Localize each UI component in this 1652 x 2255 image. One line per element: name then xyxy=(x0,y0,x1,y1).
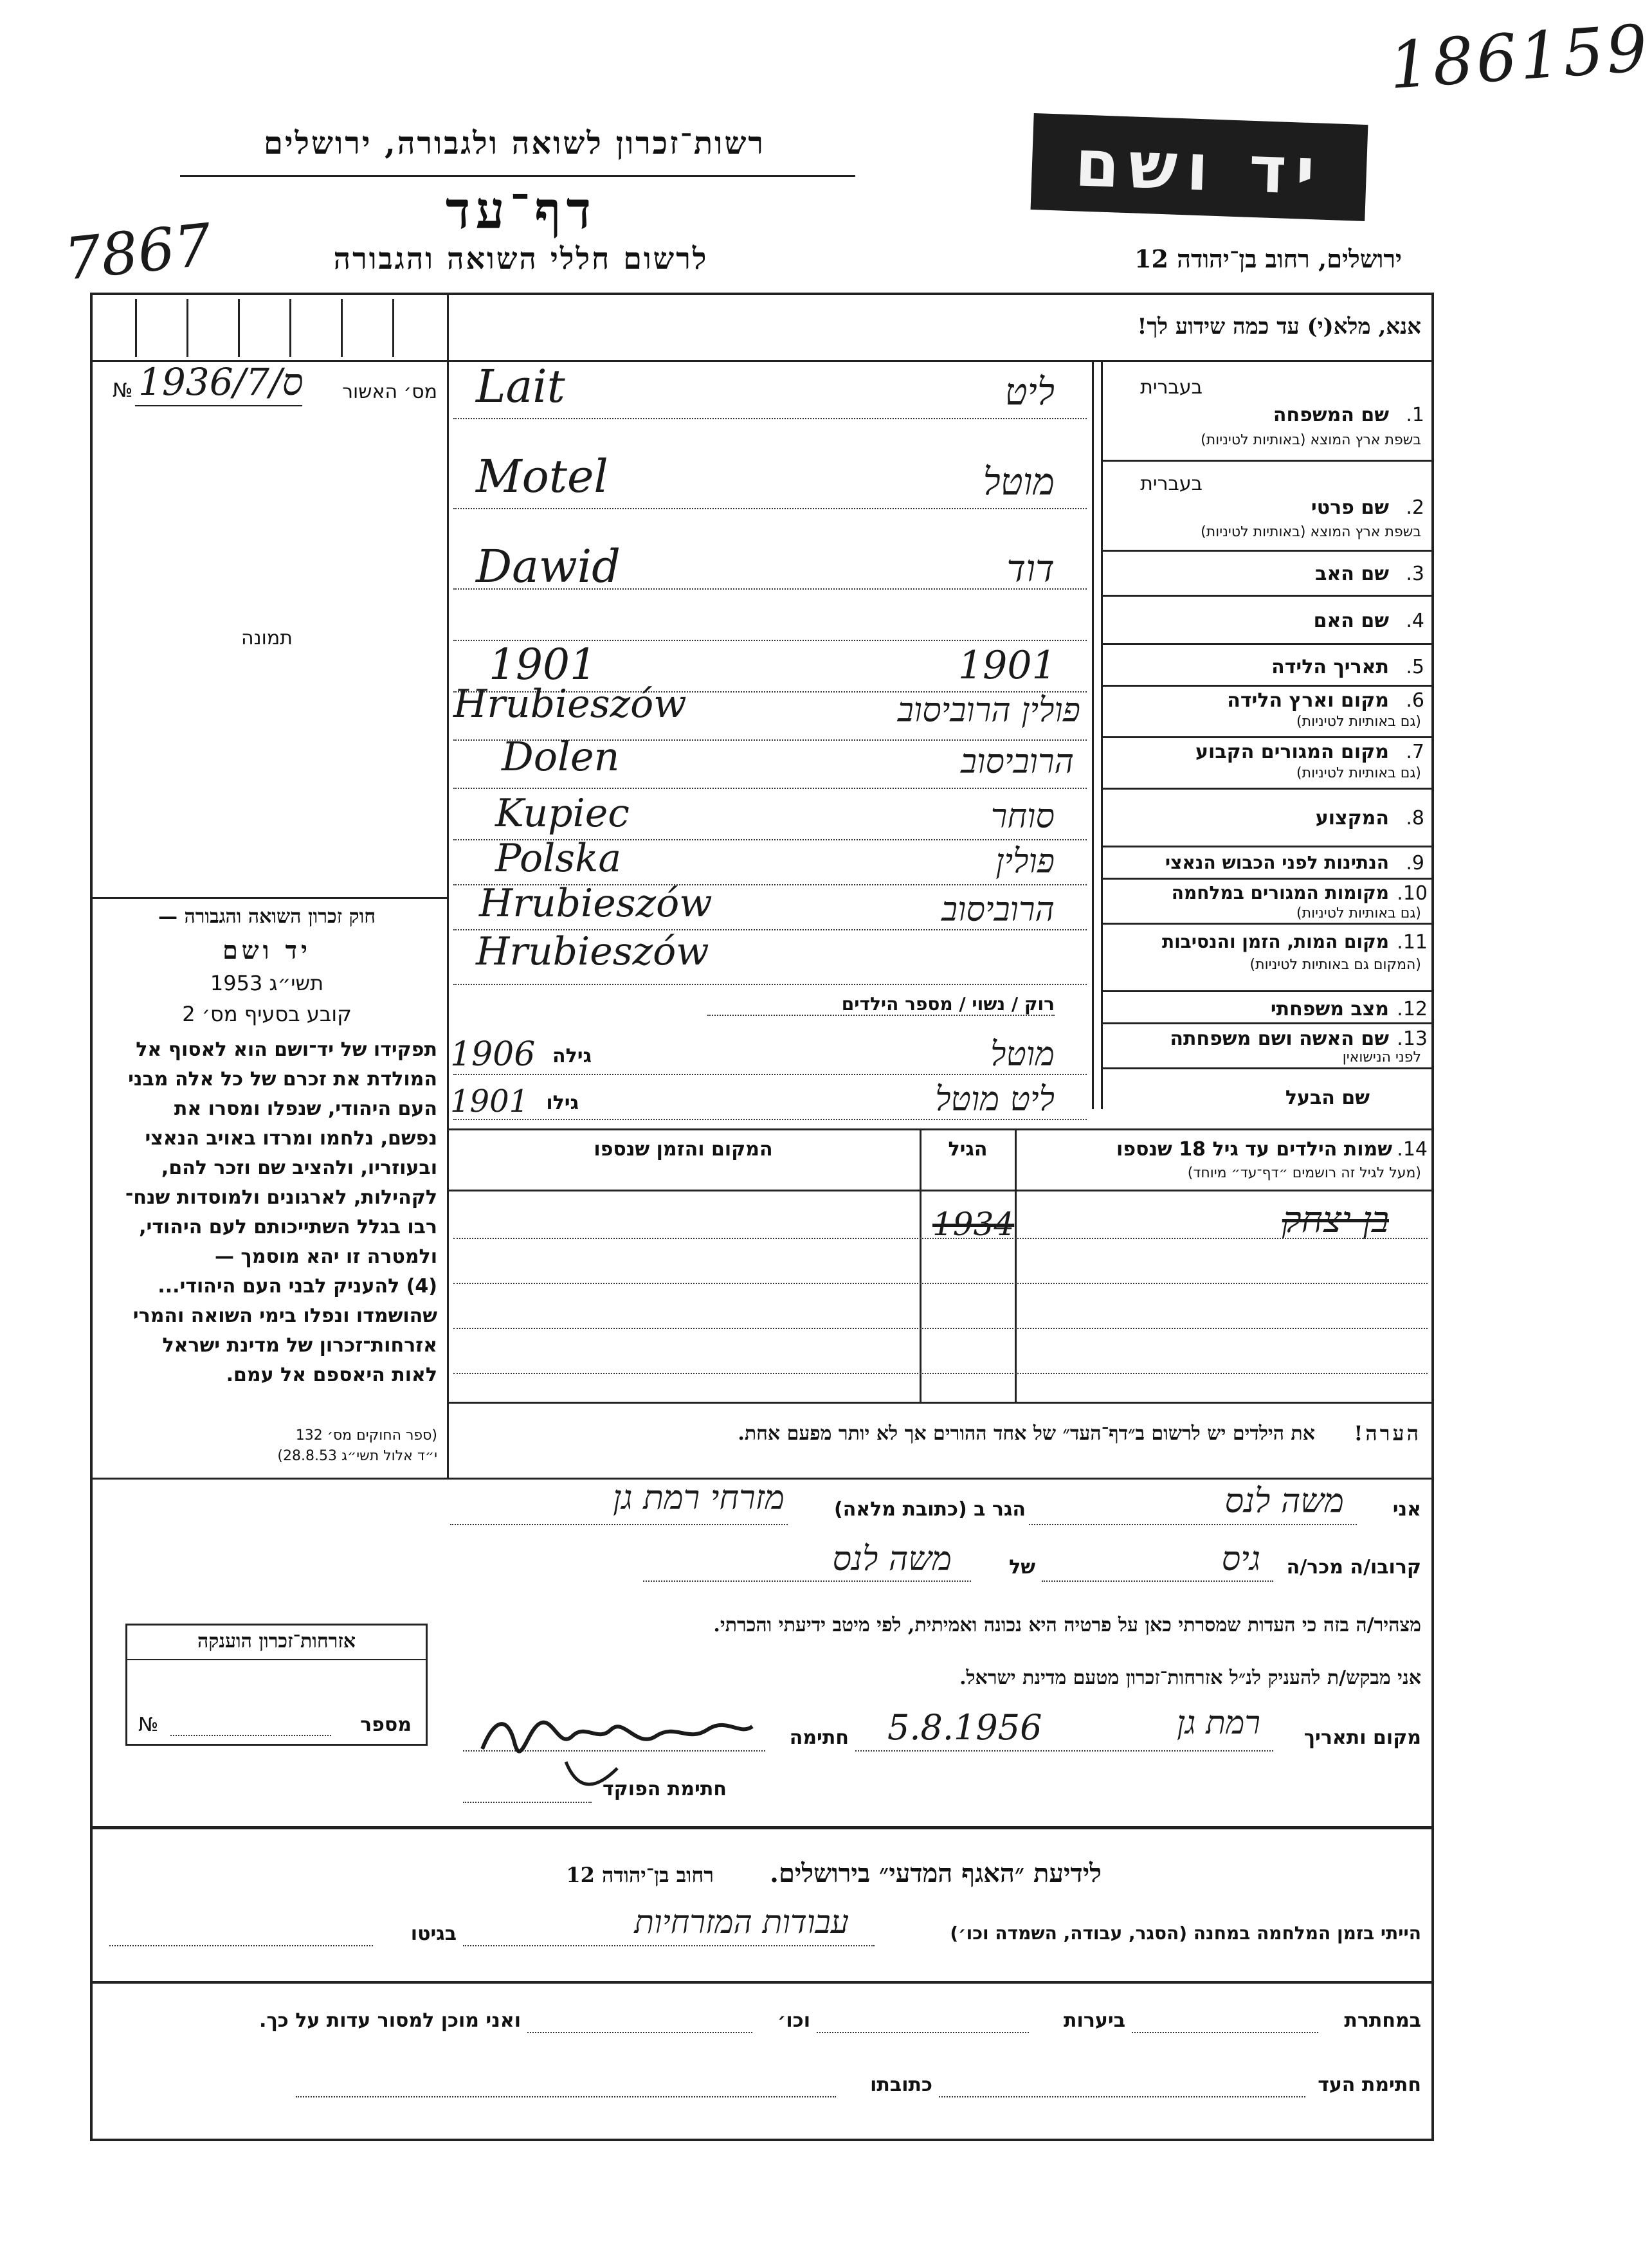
row-13-label: שם האשה ושם משפחתה xyxy=(1170,1028,1389,1050)
law-footnote-1: (ספר החוקים מס׳ 132 xyxy=(295,1427,437,1444)
row-5-hebrew: 1901 xyxy=(958,643,1057,688)
husband-line xyxy=(453,1119,1087,1120)
children-name-col xyxy=(1015,1128,1017,1402)
child-1-name: בן יצחק xyxy=(1282,1199,1389,1241)
law-line: ולמטרה זו יהא מוסמך — xyxy=(214,1245,437,1268)
approval-no-sign: № xyxy=(113,379,133,402)
approval-label: מס׳ האשור xyxy=(342,381,437,403)
row-7-label: מקום המגורים הקבוע xyxy=(1195,741,1389,763)
row-5-label: תאריך הלידה xyxy=(1271,656,1389,678)
bottom-section-rule xyxy=(90,1826,1434,1829)
row-rule-12 xyxy=(1101,1022,1434,1024)
decl-relation: גיס xyxy=(1221,1540,1260,1579)
law-line: אזרחות־זכרון של מדינת ישראל xyxy=(162,1334,437,1357)
children-header: שמות הילדים עד גיל 18 שנספו xyxy=(1116,1138,1392,1161)
row-rule-11 xyxy=(1101,990,1434,992)
row-2-num: 2. xyxy=(1406,496,1424,519)
husband-label: שם הבעל xyxy=(1285,1087,1370,1109)
row-8-num: 8. xyxy=(1406,807,1424,829)
child-1-age: 1934 xyxy=(932,1206,1015,1243)
row-7-num: 7. xyxy=(1406,741,1424,763)
row-10-latin: Hrubieszów xyxy=(479,881,713,926)
row-10-hebrew: הרוביסוב xyxy=(941,891,1055,929)
decl-resides-label: הגר ב (כתובת מלאה) xyxy=(833,1498,1026,1521)
law-footnote-2: י״ד אלול תשי״ג 28.8.53) xyxy=(277,1448,437,1464)
children-place-col-label: המקום והזמן שנספו xyxy=(594,1138,773,1161)
decl-name: משה לנס xyxy=(1224,1482,1344,1521)
value-line-2 xyxy=(453,508,1087,509)
family-status-line xyxy=(707,1015,1055,1016)
forests-text: ביערות xyxy=(1064,2009,1125,2032)
law-line: ובעוזריו, ולהציב שם וזכר להם, xyxy=(161,1157,437,1179)
law-title: חוק זכרון השואה והגבורה — xyxy=(158,905,376,928)
row-1-label: שם המשפחה xyxy=(1273,404,1389,426)
row-12-label: מצב משפחתי xyxy=(1270,998,1389,1020)
family-status-options: רוק / נשוי / מספר הילדים xyxy=(841,993,1055,1015)
row-rule-6 xyxy=(1101,736,1434,738)
row-5-latin: 1901 xyxy=(489,640,597,689)
decl-name-line xyxy=(1029,1524,1357,1525)
underground-text: במחתרת xyxy=(1344,2009,1421,2032)
address-text: כתובתו xyxy=(870,2074,932,2096)
law-box-top xyxy=(90,897,447,899)
camp-value: עבודות המזרחיות xyxy=(634,1903,849,1941)
husband-age: 1901 xyxy=(450,1083,529,1119)
row-8-label: המקצוע xyxy=(1315,807,1389,829)
yad-vashem-logo xyxy=(1031,113,1368,221)
row-10-sub: (גם באותיות לטיניות) xyxy=(1296,905,1421,921)
row-rule-4 xyxy=(1101,643,1434,645)
bottom-title: לידיעת ״האגף המדעי״ בירושלים. xyxy=(770,1858,1102,1888)
ghetto-label: בגיטו xyxy=(410,1923,457,1945)
row-7-hebrew: הרוביסוב xyxy=(961,743,1074,781)
row-12-num: 12. xyxy=(1397,998,1428,1020)
row-10-num: 10. xyxy=(1397,882,1428,905)
wife-line xyxy=(453,1074,1087,1075)
value-line-1 xyxy=(453,418,1087,419)
row-2-in-hebrew: בעברית xyxy=(1140,473,1203,495)
row-11-sub: (המקום גם באותיות לטיניות) xyxy=(1249,957,1421,973)
decl-of-name: משה לנס xyxy=(832,1540,952,1579)
law-line: העם היהודי, שנפלו ומסרו את xyxy=(174,1098,437,1120)
decl-address-line xyxy=(450,1524,788,1525)
decl-official-label: חתימת הפוקד xyxy=(603,1778,727,1800)
wife-name: מוטל xyxy=(990,1035,1055,1074)
row-13-num: 13. xyxy=(1397,1028,1428,1050)
row-rule-13 xyxy=(1101,1067,1434,1069)
row-5-num: 5. xyxy=(1406,656,1424,678)
logo-text: יד ושם xyxy=(1073,125,1325,210)
left-column-divider xyxy=(447,293,449,1479)
approval-cells xyxy=(96,299,444,357)
row-7-sub: (גם באותיות לטיניות) xyxy=(1296,765,1421,781)
approval-number: 1936/7/ס xyxy=(138,360,304,404)
row-6-latin: Hrubieszów xyxy=(453,682,687,727)
children-top-rule xyxy=(447,1128,1434,1130)
law-section: קובע בסעיף מס׳ 2 xyxy=(182,1002,352,1026)
husband-name: ליט מוטל xyxy=(935,1080,1055,1119)
decl-place-date-label: מקום ותאריך xyxy=(1303,1726,1421,1749)
law-line: רבו בגלל השתייכותם לעם היהודי, xyxy=(139,1216,437,1238)
row-1-in-hebrew: בעברית xyxy=(1140,376,1203,399)
decl-relation-line xyxy=(1042,1580,1273,1582)
law-line: נפשם, נלחמו ומרדו באויב הנאצי xyxy=(145,1127,437,1150)
children-num: 14. xyxy=(1397,1138,1428,1161)
row-rule-8 xyxy=(1101,846,1434,847)
law-text xyxy=(96,1035,437,1390)
row-9-num: 9. xyxy=(1406,852,1424,874)
children-age-col xyxy=(920,1128,921,1402)
camp-line xyxy=(463,1945,875,1946)
law-line: המולדת את זכרם של כל אלה מבני xyxy=(128,1068,437,1091)
row-9-hebrew: פולין xyxy=(995,842,1055,881)
label-column-divider xyxy=(1101,360,1103,1109)
law-year: תשי״ג 1953 xyxy=(210,971,324,995)
form-subtitle: לרשום חללי השואה והגבורה xyxy=(333,241,709,276)
value-column-divider xyxy=(1092,360,1094,1109)
decl-official-line xyxy=(463,1802,592,1803)
decl-address: מזרחי רמת גן xyxy=(613,1479,785,1517)
stamp-number: 7867 xyxy=(61,211,215,294)
row-8-latin: Kupiec xyxy=(495,791,630,836)
row-10-label: מקומות המגורים במלחמה xyxy=(1171,882,1389,903)
law-line: (4) להעניק לבני העם היהודי... xyxy=(158,1275,437,1298)
citizenship-number-line xyxy=(170,1735,331,1736)
note-label: הערה! xyxy=(1354,1421,1421,1445)
photo-label: תמונה xyxy=(241,627,293,649)
row-6-num: 6. xyxy=(1406,689,1424,712)
decl-date: 5.8.1956 xyxy=(887,1707,1042,1748)
row-2-sub: בשפת ארץ המוצא (באותיות לטיניות) xyxy=(1201,524,1421,540)
row-2-latin: Motel xyxy=(476,450,608,503)
bottom-address: רחוב בן־יהודה 12 xyxy=(566,1863,714,1887)
form-frame-extension xyxy=(90,1980,1434,2141)
etc-text: וכו׳ xyxy=(777,2009,810,2032)
row-rule-3 xyxy=(1101,595,1434,597)
row-rule-9 xyxy=(1101,878,1434,880)
row-3-label: שם האב xyxy=(1315,563,1389,585)
citizenship-number-label: מספר xyxy=(360,1714,412,1736)
decl-statement: מצהיר/ה בזה כי העדות שמסרתי כאן על פרטיה היא נכונה ואמיתית, לפי מיטב ידיעתי והכרתי. xyxy=(713,1614,1421,1636)
row-rule-10 xyxy=(1101,923,1434,925)
row-6-sub: (גם באותיות לטיניות) xyxy=(1296,714,1421,730)
row-6-hebrew: פולין הרוביסוב xyxy=(897,691,1080,730)
row-3-latin: Dawid xyxy=(476,540,621,593)
decl-of-label: של xyxy=(1009,1556,1035,1579)
form-title: דף־עד xyxy=(445,180,597,240)
row-2-label: שם פרטי xyxy=(1311,496,1389,519)
row-9-label: הנתינות לפני הכבוש הנאצי xyxy=(1165,852,1389,873)
row-6-label: מקום וארץ הלידה xyxy=(1227,689,1389,712)
row-13-sub: לפני הנישואין xyxy=(1342,1049,1421,1065)
law-line: שהושמדו ונפלו בימי השואה והמרי xyxy=(132,1305,437,1327)
row-3-hebrew: דוד xyxy=(1006,547,1055,590)
row-1-sub: בשפת ארץ המוצא (באותיות לטיניות) xyxy=(1201,432,1421,448)
law-logo: יד ושם xyxy=(222,936,311,964)
decl-place: רמת גן xyxy=(1177,1704,1260,1741)
row-7-latin: Dolen xyxy=(502,733,620,780)
row-1-num: 1. xyxy=(1406,404,1424,426)
note-text: את הילדים יש לרשום ב״דף־העד״ של אחד ההורים אך לא יותר מפעם אחת. xyxy=(738,1422,1315,1445)
row-11-num: 11. xyxy=(1397,931,1428,954)
row-9-latin: Polska xyxy=(495,836,622,881)
children-header-sub: (מעל לגיל זה רושמים ״דף־עד״ מיוחד) xyxy=(1187,1165,1421,1181)
row-rule-5 xyxy=(1101,685,1434,687)
row-11-latin: Hrubieszów xyxy=(476,929,709,974)
children-row-2 xyxy=(453,1283,1428,1284)
row-1-hebrew: ליט xyxy=(1004,370,1055,413)
value-line-11 xyxy=(453,984,1087,985)
row-rule-7 xyxy=(1101,788,1434,790)
row-rule-2 xyxy=(1101,550,1434,552)
approval-underline xyxy=(135,405,302,406)
header-rule xyxy=(180,175,855,177)
decl-i-label: אני xyxy=(1392,1498,1421,1521)
law-line: לאות היאספם אל עמם. xyxy=(226,1364,437,1386)
citizenship-title-rule xyxy=(125,1659,428,1660)
row-4-num: 4. xyxy=(1406,610,1424,632)
children-age-col-label: הגיל xyxy=(948,1138,988,1161)
citizenship-title: אזרחות־זכרון הוענקה xyxy=(197,1630,356,1653)
wife-age-label: גילה xyxy=(552,1045,592,1067)
decl-of-line xyxy=(643,1580,971,1582)
decl-relative-label: קרובו/ה מכר/ה xyxy=(1286,1556,1421,1579)
camp-label: הייתי בזמן המלחמה במחנה (הסגר, עבודה, השמדה וכו׳) xyxy=(950,1923,1421,1944)
value-line-7 xyxy=(453,788,1087,789)
law-line: לקהילות, לארגונים ולמוסדות שנח־ xyxy=(125,1186,437,1209)
note-top-rule xyxy=(447,1402,1434,1404)
ready-text: ואני מוכן למסור עדות על כך. xyxy=(259,2009,521,2032)
children-row-3 xyxy=(453,1328,1428,1329)
row-1-latin: Lait xyxy=(476,360,565,413)
row-8-hebrew: סוחר xyxy=(990,797,1055,836)
row-11-label: מקום המות, הזמן והנסיבות xyxy=(1161,931,1389,952)
decl-request: אני מבקש/ת להעניק לנ״ל אזרחות־זכרון מטעם מדינת ישראל. xyxy=(959,1667,1421,1689)
witness-signature-text: חתימת העד xyxy=(1318,2074,1421,2096)
law-line: תפקידו של יד־ושם הוא לאסוף אל xyxy=(136,1038,437,1061)
row-4-label: שם האם xyxy=(1313,610,1389,632)
fill-instruction: אנא, מלא(י) עד כמה שידוע לך! xyxy=(1137,314,1421,340)
row-rule-1 xyxy=(1101,460,1434,462)
children-row-4 xyxy=(453,1373,1428,1374)
husband-age-label: גילו xyxy=(546,1092,579,1114)
decl-signature-label: חתימה xyxy=(789,1726,849,1749)
citizenship-no: № xyxy=(138,1714,159,1736)
children-header-rule xyxy=(447,1190,1434,1191)
wife-age: 1906 xyxy=(450,1035,536,1074)
header-address: ירושלים, רחוב בן־יהודה 12 xyxy=(1134,244,1402,273)
archive-number: 186159 xyxy=(1386,10,1652,104)
ghetto-line xyxy=(109,1945,373,1946)
row-3-num: 3. xyxy=(1406,563,1424,585)
authority-title: רשות־זכרון לשואה ולגבורה, ירושלים xyxy=(263,125,766,161)
decl-place-date-line xyxy=(855,1750,1273,1752)
row-2-hebrew: מוטל xyxy=(983,460,1055,503)
